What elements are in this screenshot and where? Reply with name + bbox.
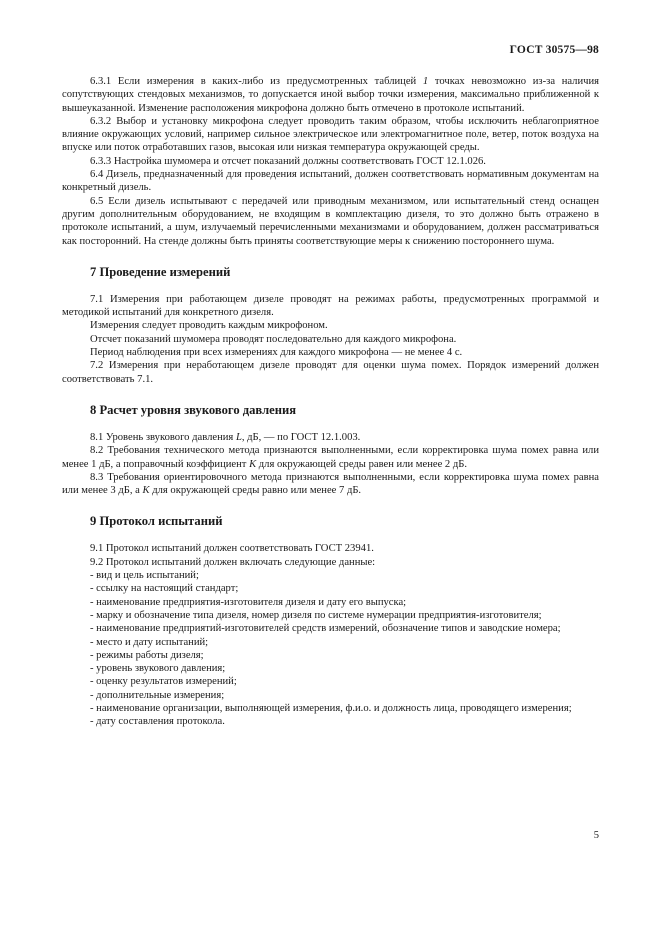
list-item: - дополнительные измерения;: [90, 689, 225, 701]
paragraph-6-3-1: 6.3.1 Если измерения в каких-либо из предусмотренных таблицей 1 точках невозможно из-за наличия сопутствующих стендовых механизмов, то допускается иной выбор точки измерения, максимально приближенной к вышеуказанной. Изменение расположения микрофона должно быть отмечено в протоколе испытаний.: [62, 76, 599, 114]
list-item: - вид и цель испытаний;: [90, 570, 199, 582]
list-item: - дату составления протокола.: [90, 716, 225, 728]
paragraph-8-2: 8.2 Требования технического метода признаются выполненными, если корректировка шума помех равна или менее 1 дБ, а поправочный коэффициент K для окружающей среды равен или менее 2 дБ.: [62, 445, 599, 470]
page-content: [62, 75, 599, 729]
standard-number: ГОСТ 30575—98: [509, 44, 599, 56]
paragraph-7-1-c: Отсчет показаний шумомера проводят последовательно для каждого микрофона.: [90, 333, 457, 345]
paragraph-8-3: 8.3 Требования ориентировочного метода признаются выполненными, если корректировка шума помех равна или менее 3 дБ, а K для окружающей среды равно или менее 7 дБ.: [62, 471, 599, 497]
list-item: - оценку результатов измерений;: [90, 676, 237, 688]
paragraph-6-3-3: 6.3.3 Настройка шумомера и отсчет показаний должны соответствовать ГОСТ 12.1.026.: [90, 155, 486, 167]
paragraph-8-1: 8.1 Уровень звукового давления L, дБ, — по ГОСТ 12.1.003.: [90, 431, 361, 443]
list-item: - режимы работы дизеля;: [90, 649, 204, 661]
paragraph-6-3-2: 6.3.2 Выбор и установку микрофона следует проводить таким образом, чтобы исключить неблагоприятное влияние окружающих условий, например сильное электрическое или электромагнитное поле, ветер, поток воздуха на впуске или поток отработавших газов, высокая или низкая температура окружающей среды.: [62, 115, 599, 154]
list-item: - ссылку на настоящий стандарт;: [90, 583, 239, 595]
list-item: - уровень звукового давления;: [90, 663, 226, 675]
list-item: - место и дату испытаний;: [90, 636, 209, 648]
section-8-heading: 8 Расчет уровня звукового давления: [90, 402, 297, 417]
section-9-heading: 9 Протокол испытаний: [90, 514, 223, 529]
list-item: - наименование предприятий-изготовителей средств измерений, обозначение типов и заводские номера;: [90, 623, 561, 635]
paragraph-9-1: 9.1 Протокол испытаний должен соответствовать ГОСТ 23941.: [90, 543, 374, 555]
section-7-heading: 7 Проведение измерений: [90, 264, 231, 279]
paragraph-7-1-b: Измерения следует проводить каждым микрофоном.: [90, 320, 328, 332]
list-item: - наименование организации, выполняющей измерения, ф.и.о. и должность лица, проводящего измерения;: [90, 702, 572, 714]
paragraph-7-1-d: Период наблюдения при всех измерениях для каждого микрофона — не менее 4 с.: [90, 347, 463, 359]
list-item: - марку и обозначение типа дизеля, номер дизеля по системе нумерации предприятия-изготовителя;: [90, 609, 542, 621]
paragraph-9-2: 9.2 Протокол испытаний должен включать следующие данные:: [90, 556, 376, 568]
paragraph-6-4: 6.4 Дизель, предназначенный для проведения испытаний, должен соответствовать нормативным документам на конкретный дизель.: [62, 169, 599, 194]
paragraph-7-1: 7.1 Измерения при работающем дизеле проводят на режимах работы, предусмотренных программой и методикой испытаний для конкретного дизеля.: [62, 293, 599, 319]
paragraph-6-5: 6.5 Если дизель испытывают с передачей или приводным механизмом, или испытательный стенд оснащен другим дополнительным оборудованием, не входящим в комплектацию дизеля, то это должно быть отражено в протоколе испытаний, а шум, излучаемый перечисленными механизмами и оборудованием, должен рассматриваться как посторонний. На стенде должны быть приняты соответствующие меры к снижению постороннего шума.: [62, 195, 599, 247]
list-item: - наименование предприятия-изготовителя дизеля и дату его выпуска;: [90, 596, 407, 608]
paragraph-7-2: 7.2 Измерения при неработающем дизеле проводят для оценки шума помех. Порядок измерений должен соответствовать 7.1.: [62, 360, 599, 385]
page-number: 5: [593, 830, 599, 841]
